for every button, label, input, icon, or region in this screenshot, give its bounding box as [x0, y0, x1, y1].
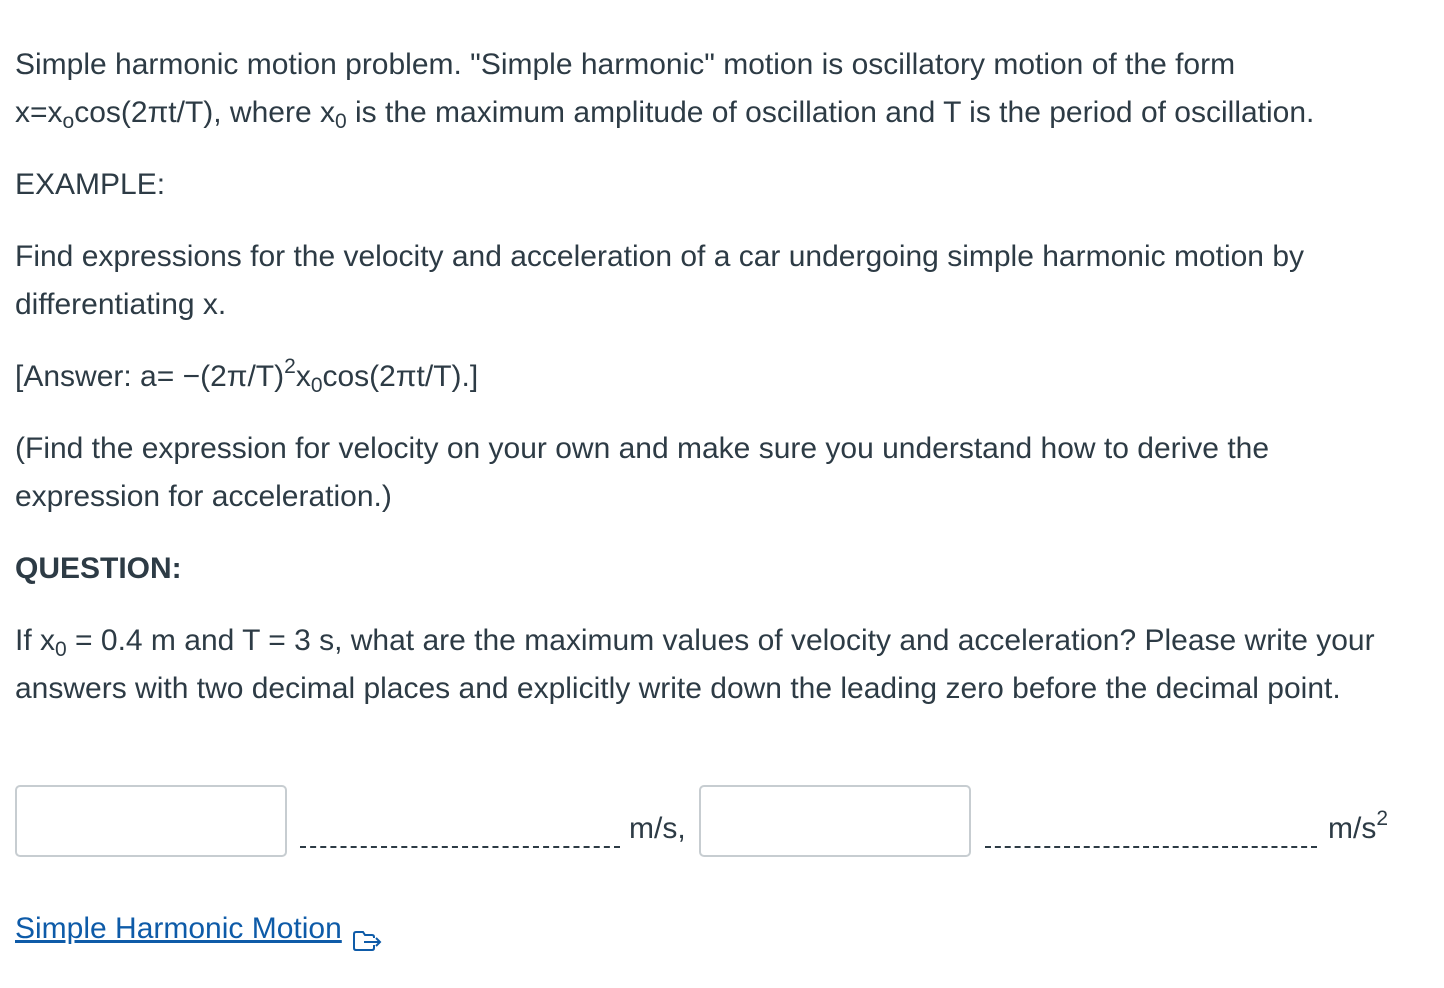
own-derivation-text: (Find the expression for velocity on your own and make sure you understand how to derive the expression for acceleration.)	[15, 432, 1270, 513]
acceleration-unit-sup: 2	[1376, 807, 1389, 831]
answer-hint	[15, 353, 478, 401]
acceleration-answer-input[interactable]	[699, 785, 971, 857]
external-link-icon[interactable]	[350, 919, 384, 945]
reference-link-row	[15, 905, 384, 953]
question-part-a: If x	[15, 624, 56, 657]
acceleration-blank-line	[985, 846, 1317, 848]
find-expressions-text: Find expressions for the velocity and acceleration of a car undergoing simple harmonic motion by differentiating x.	[15, 240, 1305, 321]
question-sub: 0	[55, 638, 67, 662]
question-part-b: = 0.4 m and T = 3 s, what are the maximum values of velocity and acceleration? Please write your answers with two decimal places and explicitly write down the leading zero before the decimal point.	[15, 624, 1375, 705]
example-label: EXAMPLE:	[15, 168, 166, 201]
answer-part-b: x	[295, 360, 311, 393]
intro-sub-o: o	[62, 110, 75, 134]
answer-sup: 2	[284, 355, 296, 379]
answer-part-c: cos(2πt/T).]	[322, 360, 479, 393]
answer-part-a: [Answer: a= −(2π/T)	[15, 360, 285, 393]
question-text	[15, 617, 1425, 713]
question-label: QUESTION:	[15, 552, 182, 585]
intro-line2-a: x=x	[15, 96, 63, 129]
velocity-unit: m/s,	[629, 812, 686, 845]
velocity-answer-input[interactable]	[15, 785, 287, 857]
acceleration-unit-base: m/s	[1328, 812, 1377, 845]
intro-line1: Simple harmonic motion problem. "Simple harmonic" motion is oscillatory motion of the form	[15, 48, 1236, 81]
simple-harmonic-motion-link[interactable]: Simple Harmonic Motion	[15, 912, 342, 945]
answer-sub: 0	[310, 374, 323, 398]
intro-sub-0: 0	[334, 110, 347, 134]
intro-line2-b: cos(2πt/T), where x	[74, 96, 335, 129]
velocity-blank-line	[300, 846, 620, 848]
acceleration-unit	[1328, 805, 1388, 853]
intro-line2-c: is the maximum amplitude of oscillation and T is the period of oscillation.	[346, 96, 1315, 129]
intro-paragraph	[15, 41, 1415, 137]
